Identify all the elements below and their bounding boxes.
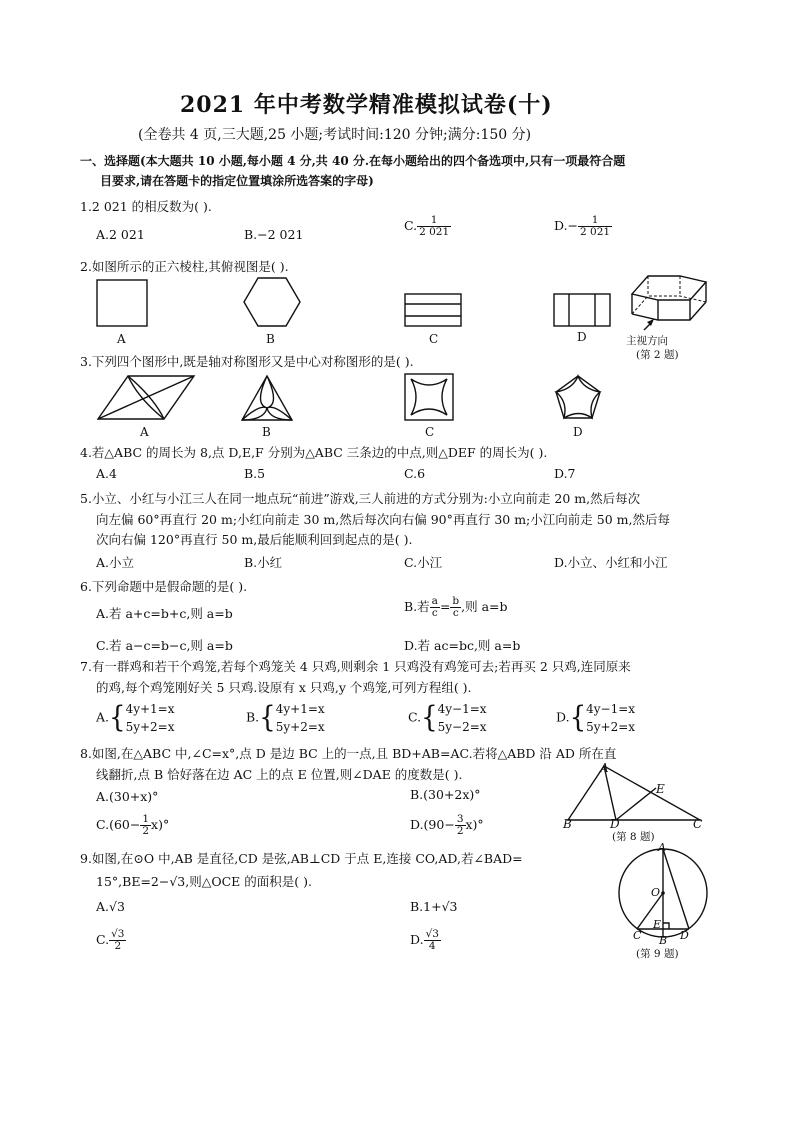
q8-line1: 8.如图,在△ABC 中,∠C=x°,点 D 是边 BC 上的一点,且 BD+AB=AC.若将△ABD 沿 AD 所在直 [80, 746, 617, 761]
q2-option-b-figure [244, 277, 302, 329]
q7-line2: 的鸡,每个鸡笼刚好关 5 只鸡.设原有 x 只鸡,y 个鸡笼,可列方程组( ). [96, 680, 472, 695]
q6-option-a: A.若 a+c=b+c,则 a=b [96, 606, 233, 621]
q2-label-c: C [429, 332, 439, 346]
q2-option-a-figure [96, 279, 156, 329]
q7-line1: 7.有一群鸡和若干个鸡笼,若每个鸡笼关 4 只鸡,则剩余 1 只鸡没有鸡笼可去;若再买 2 只鸡,连同原来 [80, 659, 631, 674]
q7-option-d: D.{ 4y−1=x 5y+2=x [556, 701, 636, 735]
q8-point-b: B [563, 817, 572, 831]
q1-option-d: D.− $\frac{1}{2 021}$ [554, 214, 611, 238]
q9-point-d: D [680, 929, 689, 942]
q1-option-c: C. $\frac{1}{2 021}$ [404, 214, 450, 238]
q7-option-c: C.{ 4y−1=x 5y−2=x [408, 701, 487, 735]
q3-label-b: B [262, 425, 271, 439]
q8-caption: (第 8 题) [612, 831, 655, 843]
q7-option-b: B.{ 4y+1=x 5y+2=x [246, 701, 325, 735]
q9-point-c: C [633, 929, 642, 942]
q2-label-b: B [266, 332, 275, 346]
q6-stem: 6.下列命题中是假命题的是( ). [80, 579, 248, 594]
q1-option-a: A.2 021 [96, 227, 145, 242]
q8-point-c: C [693, 817, 703, 831]
q5-line1: 5.小立、小红与小江三人在同一地点玩“前进”游戏,三人前进的方式分别为:小立向前走 20 m,然后每次 [80, 491, 641, 506]
q4-option-c: C.6 [404, 466, 426, 481]
q9-line2: 15°,BE=2−√3,则△OCE 的面积是( ). [96, 874, 312, 889]
q5-line2: 向左偏 60°再直行 20 m;小红向前走 30 m,然后每次向右偏 90°再直行 30 m;小江向前走 50 m,然后每 [96, 512, 670, 527]
section-heading: 一、选择题(本大题共 10 小题,每小题 4 分,共 40 分.在每小题给出的四个备选项中,只有一项最符合题 [80, 154, 626, 168]
q9-caption: (第 9 题) [636, 948, 679, 960]
q2-view-direction: 主视方向 [626, 335, 668, 347]
q1-option-b: B.−2 021 [244, 227, 304, 242]
q2-label-d: D [577, 330, 587, 344]
exam-info: (全卷共 4 页,三大题,25 小题;考试时间:120 分钟;满分:150 分) [138, 127, 532, 143]
section-heading-cont: 目要求,请在答题卡的指定位置填涂所选答案的字母) [100, 174, 374, 188]
q6-option-b: B.若 $\frac{a}{c}$ = $\frac{b}{c}$ ,则 a=b [404, 595, 508, 619]
q4-option-b: B.5 [244, 466, 266, 481]
q3-label-d: D [573, 425, 583, 439]
page-title: 2021 年中考数学精准模拟试卷(十) [180, 92, 553, 118]
q8-option-b: B.(30+2x)° [410, 787, 481, 802]
q9-option-a: A.√3 [96, 899, 125, 914]
q5-line3: 次向右偏 120°再直行 50 m,最后能顺利回到起点的是( ). [96, 532, 413, 547]
q2-stem: 2.如图所示的正六棱柱,其俯视图是( ). [80, 259, 289, 274]
q4-option-d: D.7 [554, 466, 576, 481]
q3-label-a: A [140, 425, 149, 439]
q9-line1: 9.如图,在⊙O 中,AB 是直径,CD 是弦,AB⊥CD 于点 E,连接 CO,AD,若∠BAD= [80, 851, 523, 866]
q6-option-d: D.若 ac=bc,则 a=b [404, 638, 521, 653]
q8-point-e: E [656, 782, 665, 796]
q1-stem: 1.2 021 的相反数为( ). [80, 199, 212, 214]
hexagonal-prism-figure [628, 272, 714, 332]
q5-option-c: C.小江 [404, 555, 443, 570]
q9-circle-figure [618, 846, 714, 942]
q7-option-a: A.{ 4y+1=x 5y+2=x [96, 701, 175, 735]
q9-point-o: O [651, 886, 661, 899]
q3-label-c: C [425, 425, 435, 439]
q9-point-b: B [659, 934, 668, 947]
q3-stem: 3.下列四个图形中,既是轴对称图形又是中心对称图形的是( ). [80, 354, 414, 369]
q2-option-c-figure [404, 293, 464, 329]
q9-option-c: C. $\frac{√3}{2}$ [96, 928, 125, 952]
q2-label-a: A [117, 332, 126, 346]
q3-option-a-figure [96, 374, 196, 422]
q8-point-a: A [600, 761, 609, 775]
q8-option-a: A.(30+x)° [96, 789, 159, 804]
q9-option-b: B.1+√3 [410, 899, 458, 914]
q8-option-c: C.(60− $\frac{1}{2}$ x)° [96, 813, 170, 837]
q4-stem: 4.若△ABC 的周长为 8,点 D,E,F 分别为△ABC 三条边的中点,则△DEF 的周长为( ). [80, 445, 548, 460]
q9-point-a: A [658, 841, 666, 854]
q8-line2: 线翻折,点 B 恰好落在边 AC 上的点 E 位置,则∠DAE 的度数是( ). [96, 767, 463, 782]
q2-option-d-figure [553, 293, 613, 329]
q3-option-b-figure [240, 374, 294, 422]
q5-option-a: A.小立 [96, 555, 135, 570]
q5-option-b: B.小红 [244, 555, 283, 570]
q2-caption: (第 2 题) [636, 349, 679, 361]
q9-point-e: E [653, 918, 662, 931]
q5-option-d: D.小立、小红和小江 [554, 555, 668, 570]
q8-point-d: D [610, 817, 620, 831]
q8-option-d: D.(90− $\frac{3}{2}$ x)° [410, 813, 484, 837]
q4-option-a: A.4 [96, 466, 117, 481]
q3-option-d-figure [553, 373, 603, 423]
q6-option-c: C.若 a−c=b−c,则 a=b [96, 638, 233, 653]
q8-triangle-figure [562, 762, 712, 824]
q3-option-c-figure [404, 373, 456, 423]
q9-option-d: D. $\frac{√3}{4}$ [410, 928, 439, 952]
